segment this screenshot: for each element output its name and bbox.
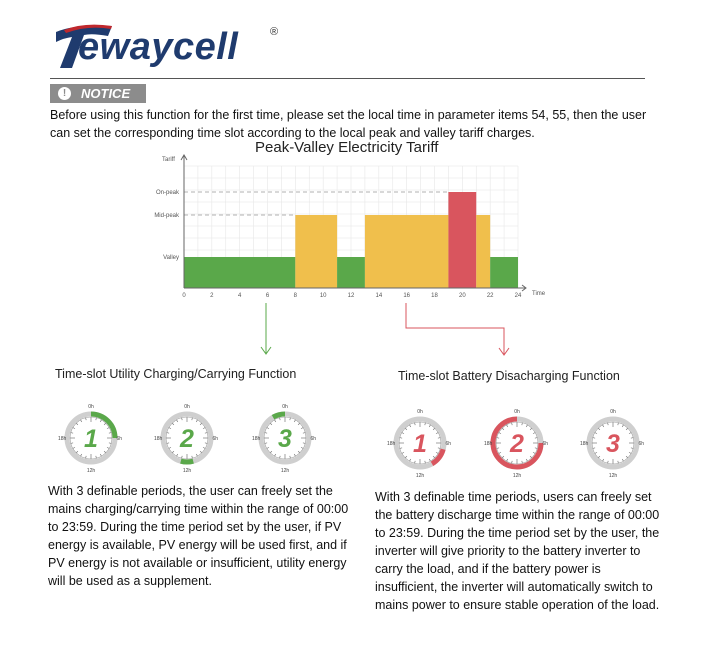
x-tick-label: 18	[431, 293, 438, 299]
registered-mark: ®	[270, 26, 279, 38]
right-clock-3-icon	[578, 408, 648, 478]
x-tick-label: 20	[458, 293, 466, 299]
clock-hour-label: 12h	[608, 473, 618, 478]
clock-hour-label: 0h	[184, 404, 190, 410]
x-tick-label: 12	[347, 293, 355, 299]
clock-hour-label: 18h	[154, 436, 163, 442]
clock-hour-label: 12h	[512, 473, 522, 478]
clock-hour-label: 6h	[212, 436, 218, 442]
left-clock-1-icon	[56, 403, 126, 473]
left-description: With 3 definable periods, the user can freely set the mains charging/carrying time within the range of 00:00 to 23:59. During the time period set by the user, if PV energy is available, PV energy will be used first, and if PV energy is not available or insufficient, utility energy will be used as a supplement.	[48, 484, 349, 588]
left-clock-3-icon	[250, 403, 320, 473]
clock-hour-label: 12h	[86, 468, 96, 473]
clock-hour-label: 18h	[252, 436, 261, 442]
clock-hour-label: 6h	[445, 441, 451, 447]
x-tick-label: 24	[514, 293, 522, 299]
left-clock-2-icon	[152, 403, 222, 473]
clock-arc	[181, 461, 193, 462]
header-rule	[50, 78, 645, 79]
notice-text: Before using this function for the first time, please set the local time in parameter items 54, 55, then the user can set the corresponding time slot according to the local peak and valley tariff charges.	[50, 108, 647, 140]
clock-hour-label: 12h	[280, 468, 290, 473]
x-tick-label: 16	[403, 293, 411, 299]
x-tick-label: 22	[486, 293, 494, 299]
right-clock-1-icon	[385, 408, 455, 478]
notice-badge	[50, 84, 146, 103]
x-tick-label: 8	[293, 293, 298, 299]
x-tick-label: 14	[375, 293, 383, 299]
x-tick-label: 10	[319, 293, 327, 299]
right-description: With 3 definable time periods, users can freely set the battery discharge time within the range of 00:00 to 23:59. During the time period set by the user, the inverter will give priority to the battery inverter to carry the load, and if the battery power is insufficient, the inverter will automatically switch to mains power to ensure stable operation of the load.	[375, 490, 660, 612]
x-tick-label: 4	[237, 293, 242, 299]
y-category-label: Mid-peak	[154, 213, 179, 219]
clock-hour-label: 12h	[182, 468, 192, 473]
tariff-bar-3	[365, 215, 449, 288]
tariff-bar-4	[448, 192, 476, 288]
notice-label: NOTICE	[81, 86, 131, 101]
clock-number: 3	[606, 430, 620, 458]
y-axis-label: Tariff	[162, 157, 175, 163]
tariff-bar-6	[490, 257, 518, 288]
red-arrow	[406, 303, 509, 355]
y-category-label: Valley	[163, 255, 179, 261]
x-tick-label: 0	[182, 293, 186, 299]
x-axis-label: Time	[532, 291, 546, 297]
clock-hour-label: 18h	[58, 436, 67, 442]
clock-number: 2	[510, 430, 524, 458]
clock-number: 3	[278, 425, 292, 453]
exclamation-icon: !	[58, 87, 71, 100]
x-tick-label: 2	[210, 293, 214, 299]
brand-name: ewaycell	[78, 26, 239, 68]
clock-hour-label: 0h	[88, 404, 94, 410]
clock-hour-label: 18h	[580, 441, 589, 447]
clock-hour-label: 0h	[610, 409, 616, 415]
clock-hour-label: 18h	[484, 441, 493, 447]
clock-hour-label: 0h	[417, 409, 423, 415]
clock-hour-label: 6h	[116, 436, 122, 442]
clock-hour-label: 6h	[542, 441, 548, 447]
green-arrow	[261, 303, 271, 354]
right-clock-2-icon	[482, 408, 552, 478]
clock-hour-label: 0h	[514, 409, 520, 415]
y-category-label: On-peak	[155, 190, 179, 196]
x-tick-label: 6	[265, 293, 270, 299]
tariff-bar-5	[476, 215, 490, 288]
right-section-title: Time-slot Battery Disacharging Function	[398, 369, 620, 383]
clock-hour-label: 18h	[387, 441, 396, 447]
clock-number: 1	[413, 430, 427, 458]
tariff-bar-1	[295, 215, 337, 288]
clock-number: 1	[84, 425, 98, 453]
tariff-chart	[140, 150, 560, 310]
clock-hour-label: 6h	[310, 436, 316, 442]
tariff-bar-2	[337, 257, 365, 288]
clock-hour-label: 12h	[415, 473, 425, 478]
clock-hour-label: 6h	[638, 441, 644, 447]
chart-title: Peak-Valley Electricity Tariff	[255, 139, 439, 156]
clock-hour-label: 0h	[282, 404, 288, 410]
tariff-bar-0	[184, 257, 295, 288]
left-section-title: Time-slot Utility Charging/Carrying Function	[55, 367, 297, 381]
clock-number: 2	[180, 425, 194, 453]
